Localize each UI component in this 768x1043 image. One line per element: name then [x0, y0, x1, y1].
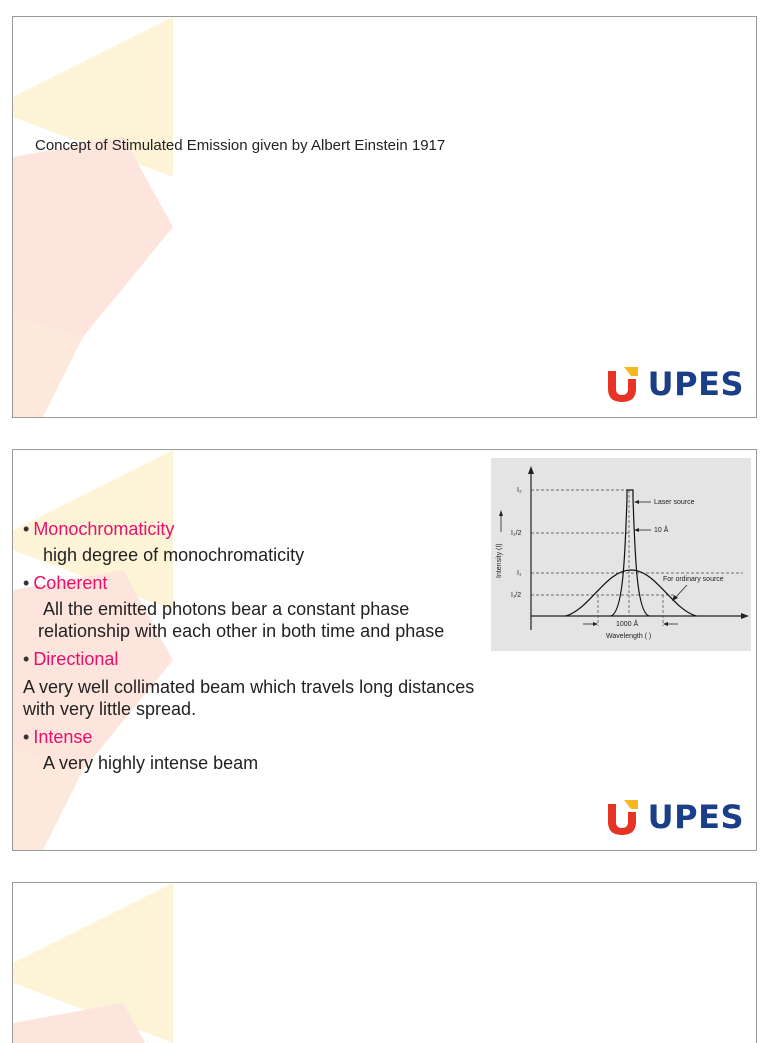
x-axis-arrow-icon	[741, 613, 749, 619]
slide-3	[12, 882, 757, 1043]
bullet-text: All the emitted photons bear a constant phase relationship with each other in both time and phase	[38, 599, 445, 641]
bullet-text: high degree of monochromaticity	[43, 545, 305, 565]
upes-logo	[606, 365, 744, 403]
bullet-monochromaticity: • Monochromaticity	[23, 519, 175, 539]
ordinary-width-label: 1000 Å	[616, 621, 639, 628]
tick-i2: I₂	[517, 487, 522, 494]
bullet-text: A very highly intense beam	[43, 753, 259, 773]
watermark-shapes	[13, 17, 213, 417]
tick-i1: I₁	[517, 570, 522, 577]
laser-width-label: 10 Å	[654, 527, 669, 534]
tick-i1-half: I₁/2	[511, 592, 522, 599]
y-axis-label: Intensity (I)	[496, 543, 503, 578]
properties-list	[23, 512, 493, 774]
laser-source-label: Laser source	[654, 499, 695, 506]
upes-logo-mark-icon	[606, 798, 640, 836]
watermark-shapes	[13, 883, 213, 1043]
bullet-coherent: • Coherent	[23, 573, 108, 593]
laser-source-curve	[611, 490, 649, 616]
upes-logo-mark-icon	[606, 365, 640, 403]
bullet-intense: • Intense	[23, 727, 93, 747]
ordinary-source-label: For ordinary source	[663, 576, 724, 583]
slide-title: Concept of Stimulated Emission given by Albert Einstein 1917	[35, 137, 446, 154]
intensity-wavelength-figure	[491, 458, 751, 651]
slide-2	[12, 449, 757, 851]
logo-text: UPES	[647, 365, 744, 403]
slide-1	[12, 16, 757, 418]
x-axis-label: Wavelength ( )	[606, 633, 652, 640]
figure-svg	[491, 458, 751, 651]
upes-logo	[606, 798, 744, 836]
logo-text: UPES	[647, 798, 744, 836]
y-axis-arrow-icon	[528, 466, 534, 474]
tick-i2-half: I₂/2	[511, 530, 522, 537]
bullet-directional: • Directional	[23, 649, 119, 669]
bullet-text: A very well collimated beam which travels long distances with very little spread.	[23, 677, 475, 719]
